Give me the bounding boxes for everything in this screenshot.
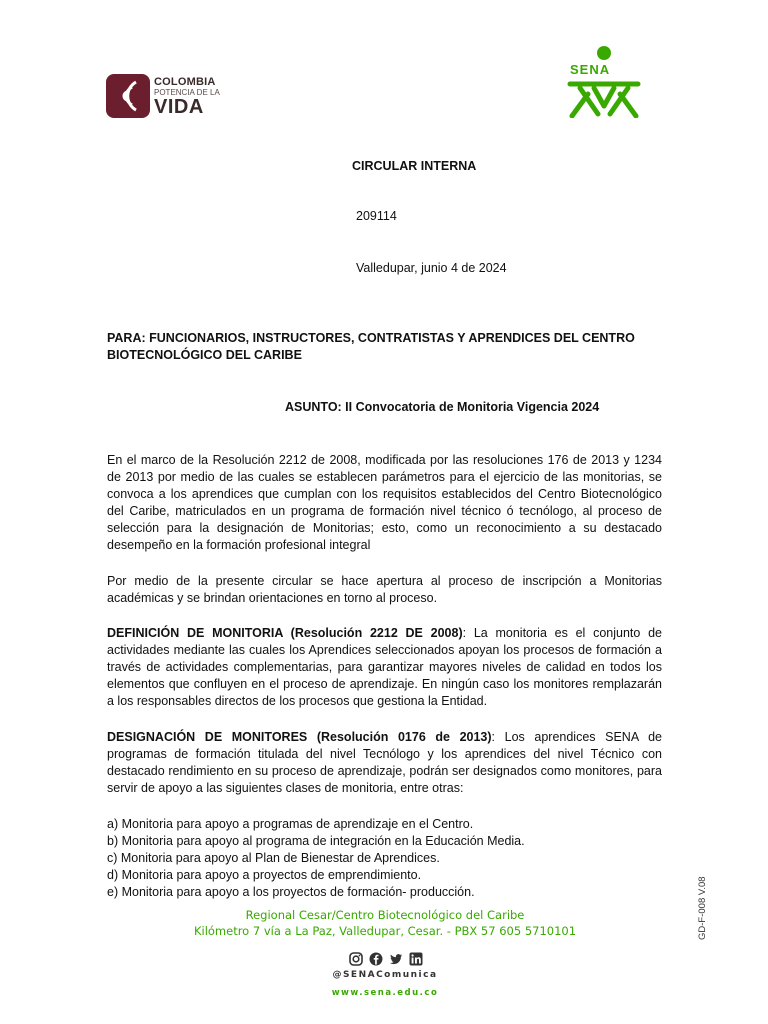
paragraph-introduction: En el marco de la Resolución 2212 de 2008, modificada por las resoluciones 176 de 2013 y 1234 de 2013 por medio de las cuales se establecen parámetros para el ejercicio de las monitorias, se convoca a los aprendices que cumplan con los requisitos establecidos del Centro Biotecnológico del Caribe, matriculados en un programa de formación nivel técnico ó tecnólogo, al proceso de selección para la designación de Monitorias; esto, como un reconocimiento a su destacado desempeño en la formación profesional integral: [107, 453, 662, 552]
document-title: CIRCULAR INTERNA: [352, 159, 477, 173]
designation-heading: DESIGNACIÓN DE MONITORES (Resolución 0176 de 2013): [107, 730, 492, 744]
linkedin-icon[interactable]: [409, 952, 423, 966]
paragraph-definition: [107, 625, 662, 710]
list-item: e) Monitoria para apoyo a los proyectos de formación- producción.: [107, 885, 475, 899]
sena-logo: [566, 44, 642, 118]
sena-logo-mark: [566, 44, 642, 118]
circular-number: 209114: [356, 209, 397, 223]
designation-text: : Los aprendices SENA de programas de formación titulada del nivel Tecnólogo y los aprendices del nivel Técnico con destacado rendimiento en su proceso de aprendizaje, podrán ser designados como monitores, para servir de apoyo a las siguientes clases de monitoria, entre otras:: [107, 730, 662, 795]
paragraph-designation: [107, 729, 662, 797]
colombia-logo-mark: [106, 74, 150, 118]
subject-line: ASUNTO: II Convocatoria de Monitoria Vigencia 2024: [285, 400, 600, 414]
colombia-logo-line1: COLOMBIA: [154, 76, 216, 88]
document-code: GD-F-008 V.08: [697, 876, 708, 940]
colombia-logo-line2: POTENCIA DE LA: [154, 88, 220, 97]
website-link[interactable]: www.sena.edu.co: [331, 988, 439, 998]
sena-logo-text: SENA: [570, 62, 611, 77]
instagram-icon[interactable]: [349, 952, 363, 966]
definition-text: : La monitoria es el conjunto de actividades mediante las cuales los Aprendices seleccionados apoyan los procesos de formación a través de actividades complementarias, para garantizar mayores niveles de calidad en todos los elementos que confluyen en el proceso de aprendizaje. En ningún caso los monitores remplazarán a los responsables directos de los procesos que gestiona la Entidad.: [107, 626, 662, 708]
twitter-icon[interactable]: [389, 952, 403, 966]
colombia-logo-line3: VIDA: [154, 96, 204, 118]
footer-regional: Regional Cesar/Centro Biotecnológico del Caribe: [245, 908, 525, 922]
footer-address: Kilómetro 7 vía a La Paz, Valledupar, Cesar. - PBX 57 605 5710101: [193, 924, 577, 938]
list-item: b) Monitoria para apoyo al programa de integración en la Educación Media.: [107, 834, 525, 848]
recipients-line2: BIOTECNOLÓGICO DEL CARIBE: [107, 348, 302, 362]
social-icons: [333, 952, 439, 970]
monitoria-types-list: [107, 816, 662, 901]
list-item: a) Monitoria para apoyo a programas de aprendizaje en el Centro.: [107, 817, 474, 831]
paragraph-opening: Por medio de la presente circular se hace apertura al proceso de inscripción a Monitorias académicas y se brindan orientaciones en torno al proceso.: [107, 574, 662, 605]
list-item: c) Monitoria para apoyo al Plan de Bienestar de Aprendices.: [107, 851, 440, 865]
recipients-line1: PARA: FUNCIONARIOS, INSTRUCTORES, CONTRATISTAS Y APRENDICES DEL CENTRO: [107, 331, 635, 345]
facebook-icon[interactable]: [369, 952, 383, 966]
definition-heading: DEFINICIÓN DE MONITORIA (Resolución 2212 DE 2008): [107, 626, 463, 640]
colombia-potencia-vida-logo: [106, 74, 222, 120]
document-date: Valledupar, junio 4 de 2024: [356, 261, 507, 275]
social-handle[interactable]: @SENAComunica: [332, 970, 438, 980]
list-item: d) Monitoria para apoyo a proyectos de emprendimiento.: [107, 868, 422, 882]
